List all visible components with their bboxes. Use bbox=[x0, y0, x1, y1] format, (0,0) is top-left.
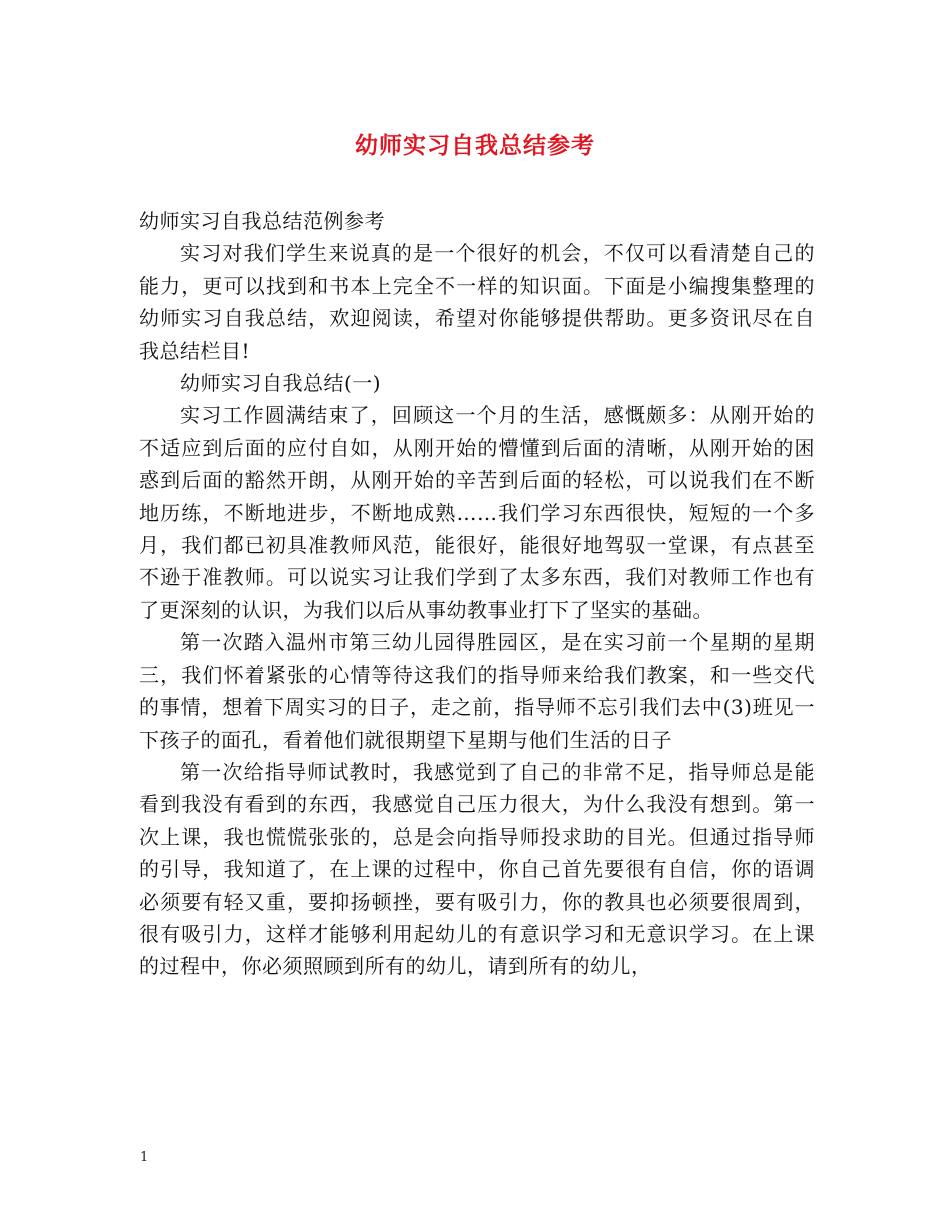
document-title: 幼师实习自我总结参考 bbox=[355, 132, 595, 159]
subtitle-paragraph: 幼师实习自我总结范例参考 bbox=[139, 209, 385, 233]
intro-paragraph: 实习对我们学生来说真的是一个很好的机会，不仅可以看清楚自己的能力，更可以找到和书本上完全不一样的知识面。下面是小编搜集整理的幼师实习自我总结，欢迎阅读，希望对你能够提供帮助。更多资讯尽在自我总结栏目! bbox=[139, 241, 815, 363]
document-body bbox=[139, 205, 815, 983]
body-paragraph: 实习工作圆满结束了，回顾这一个月的生活，感慨颇多：从刚开始的不适应到后面的应付自如，从刚开始的懵懂到后面的清晰，从刚开始的困惑到后面的豁然开朗，从刚开始的辛苦到后面的轻松，可以说我们在不断地历练，不断地进步，不断地成熟……我们学习东西很快，短短的一个多月，我们都已初具准教师风范，能很好，能很好地驾驭一堂课，有点甚至不逊于准教师。可以说实习让我们学到了太多东西，我们对教师工作也有了更深刻的认识，为我们以后从事幼教事业打下了坚实的基础。 bbox=[139, 403, 815, 622]
page-number: 1 bbox=[140, 1150, 149, 1165]
body-paragraph: 第一次给指导师试教时，我感觉到了自己的非常不足，指导师总是能看到我没有看到的东西，我感觉自己压力很大，为什么我没有想到。第一次上课，我也慌慌张张的，总是会向指导师投求助的目光。但通过指导师的引导，我知道了，在上课的过程中，你自己首先要很有自信，你的语调必须要有轻又重，要抑扬顿挫，要有吸引力，你的教具也必须要很周到，很有吸引力，这样才能够利用起幼儿的有意识学习和无意识学习。在上课的过程中，你必须照顾到所有的幼儿，请到所有的幼儿， bbox=[139, 759, 815, 979]
body-paragraph: 第一次踏入温州市第三幼儿园得胜园区，是在实习前一个星期的星期三，我们怀着紧张的心情等待这我们的指导师来给我们教案，和一些交代的事情，想着下周实习的日子，走之前，指导师不忘引我们去中(3)班见一下孩子的面孔，看着他们就很期望下星期与他们生活的日子 bbox=[139, 630, 815, 752]
section-heading: 幼师实习自我总结(一) bbox=[180, 371, 382, 396]
